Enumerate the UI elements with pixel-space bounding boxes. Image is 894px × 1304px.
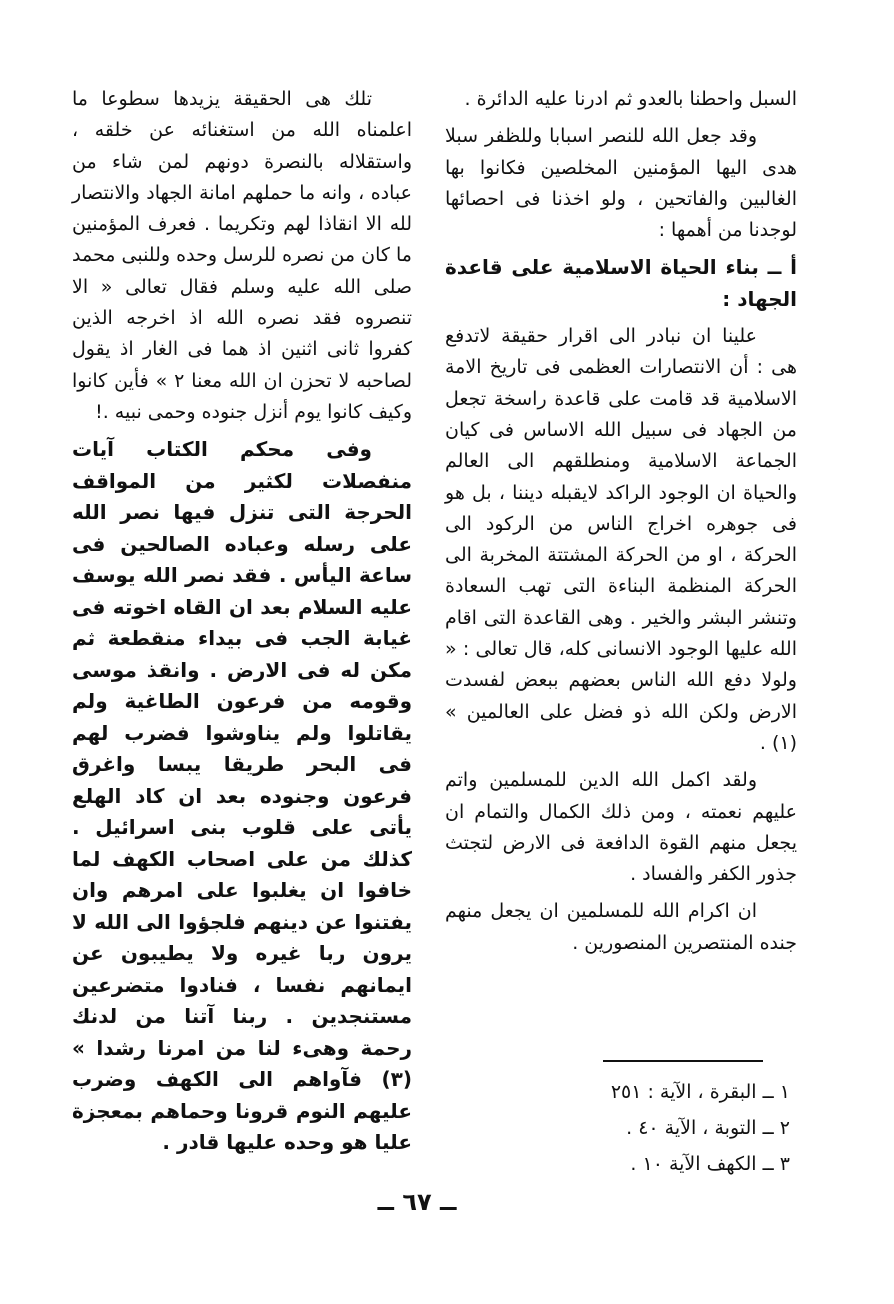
page-number: ــ ٦٧ ــ xyxy=(377,1188,457,1216)
paragraph: تلك هى الحقيقة يزيدها سطوعا ما اعلمناه الله من استغنائه عن خلقه ، واستقلاله بالنصرة دونهم لمن شاء من عباده ، وانه ما حملهم امانة الجهاد والانتصار لله الا انقاذا لهم وتكريما . فعرف المؤمنين ما كان من نصره للرسل وحده وللنبى محمد صلى الله عليه وسلم فقال تعالى « الا تنصروه فقد نصره الله اذ اخرجه الذين كفروا ثانى اثنين اذ هما فى الغار اذ يقول لصاحبه لا تحزن ان الله معنا ٢ » فأين كانوا وكيف كانوا يوم أنزل جنوده وحمى نبيه .! xyxy=(72,88,412,423)
bold-paragraph: وفى محكم الكتاب آيات منفصلات لكثير من المواقف الحرجة التى تنزل فيها نصر الله على رسله وعباده الصالحين فى ساعة اليأس . فقد نصر الله يوسف عليه السلام بعد ان القاه اخوته فى غيابة الجب فى بيداء منقطعة ثم مكن له فى الارض . وانقذ موسى وقومه من فرعون الطاغية ولم يقاتلوا ولم يناوشوا فضرب لهم فى البحر طريقا يبسا واغرق فرعون وجنوده بعد ان كاد الهلع يأتى على قلوب بنى اسرائيل . كذلك من على اصحاب الكهف لما خافوا ان يغلبوا على امرهم وان يفتنوا عن دينهم فلجؤوا الى الله لا يرون ربا غيره ولا يطيبون عن ايمانهم نفسا ، فنادوا متضرعين مستنجدين . ربنا آتنا من لدنك رحمة وهىء لنا من امرنا رشدا » (٣) فآواهم الى الكهف وضرب عليهم النوم قرونا وحماهم بمعجزة عليا هو وحده عليها قادر . xyxy=(72,437,412,1155)
footnotes xyxy=(520,1074,790,1182)
footnote: ٣ ــ الكهف الآية ١٠ . xyxy=(630,1153,790,1175)
left-column xyxy=(72,84,412,1165)
section-heading: أ ــ بناء الحياة الاسلامية على قاعدة الجهاد : xyxy=(445,255,797,311)
paragraph: وقد جعل الله للنصر اسبابا وللظفر سبلا هدى اليها المؤمنين المخلصين فكانوا بها الغالبين والفاتحين ، ولو اخذنا فى احصائها لوجدنا من أهمها : xyxy=(445,125,797,242)
paragraph: علينا ان نبادر الى اقرار حقيقة لاتدفع هى : أن الانتصارات العظمى فى تاريخ الامة الاسلامية قد قامت على قاعدة راسخة تجعل من الجهاد فى سبيل الله الاساس فى كيان الجماعة الاسلامية ومنطلقهم الى العالم والحياة ان الوجود الراكد لايقبله ديننا ، بل هو فى جوهره اخراج الناس من الركود الى الحركة ، او من الحركة المشتتة المخربة الى الحركة المنظمة البناءة التى تهب السعادة وتنشر البشر والخير . وهى القاعدة التى اقام الله عليها الوجود الانسانى كله، قال تعالى : « ولولا دفع الله الناس بعضهم ببعض لفسدت الارض ولكن الله ذو فضل على العالمين » (١) . xyxy=(445,325,797,754)
paragraph: ان اكرام الله للمسلمين ان يجعل منهم جنده المنتصرين المنصورين . xyxy=(445,900,797,954)
footnote-divider xyxy=(603,1060,763,1062)
paragraph: ولقد اكمل الله الدين للمسلمين واتم عليهم نعمته ، ومن ذلك الكمال والتمام ان يجعل منهم القوة الدافعة فى الارض لتجتث جذور الكفر والفساد . xyxy=(445,769,797,886)
paragraph: السبل واحطنا بالعدو ثم ادرنا عليه الدائرة . xyxy=(464,88,797,110)
footnote: ٢ ــ التوبة ، الآية ٤٠ . xyxy=(626,1117,790,1139)
right-column xyxy=(445,84,797,965)
footnote: ١ ــ البقرة ، الآية : ٢٥١ xyxy=(610,1081,790,1103)
